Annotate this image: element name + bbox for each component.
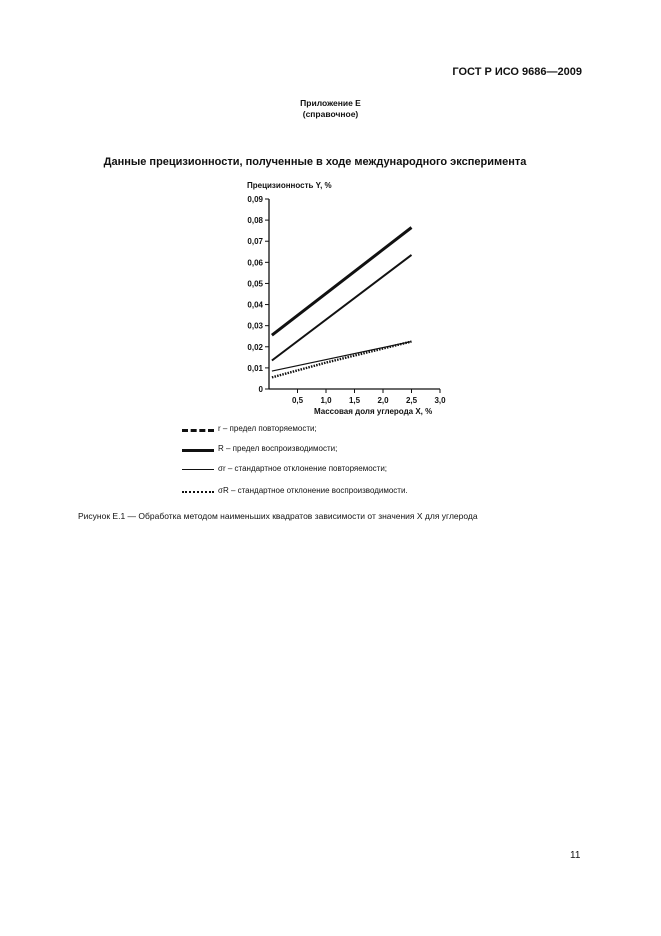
x-tick-label: 0,5: [291, 396, 304, 405]
figure-caption: Рисунок Е.1 — Обработка методом наименьших квадратов зависимости от значения X для углерода: [78, 511, 478, 521]
series-line-1: [272, 255, 412, 361]
precision-chart: [0, 0, 661, 420]
x-tick-label: 3,0: [434, 396, 446, 405]
legend-label: r – предел повторяемости;: [218, 424, 317, 433]
legend-label: R – предел воспроизводимости;: [218, 444, 338, 453]
y-tick-label: 0,08: [247, 216, 263, 226]
legend-label: σr – стандартное отклонение повторяемости;: [218, 464, 388, 473]
series-line-4: [272, 342, 412, 378]
document-standard-number: ГОСТ Р ИСО 9686—2009: [452, 66, 582, 78]
y-tick-label: 0,04: [247, 300, 263, 310]
page-number: 11: [570, 850, 581, 861]
y-tick-label: 0,05: [247, 279, 263, 289]
y-tick-label: 0,02: [247, 342, 263, 352]
series-line-2: [272, 228, 412, 336]
legend-swatch: [182, 449, 214, 452]
x-tick-label: 1,5: [348, 396, 361, 405]
x-tick-label: 2,0: [377, 396, 389, 405]
y-tick-label: 0,07: [247, 237, 263, 247]
x-axis-label: Массовая доля углерода X, %: [314, 407, 433, 416]
y-axis-label: Прецизионность Y, %: [247, 181, 332, 190]
y-tick-label: 0: [258, 385, 263, 394]
section-title: Данные прецизионности, полученные в ходе международного эксперимента: [103, 156, 527, 168]
y-tick-label: 0,03: [247, 321, 263, 331]
y-tick-label: 0,09: [247, 195, 263, 204]
y-tick-label: 0,01: [247, 363, 263, 373]
legend-swatch: [182, 469, 214, 470]
appendix-subtitle: (справочное): [302, 109, 359, 119]
appendix-title: Приложение Е: [300, 98, 361, 108]
legend-swatch: [182, 429, 214, 432]
legend-swatch: [182, 491, 214, 493]
x-tick-label: 1,0: [320, 396, 332, 405]
legend-label: σR – стандартное отклонение воспроизводимости.: [218, 486, 408, 495]
y-tick-label: 0,06: [247, 258, 263, 268]
x-tick-label: 2,5: [405, 396, 418, 405]
